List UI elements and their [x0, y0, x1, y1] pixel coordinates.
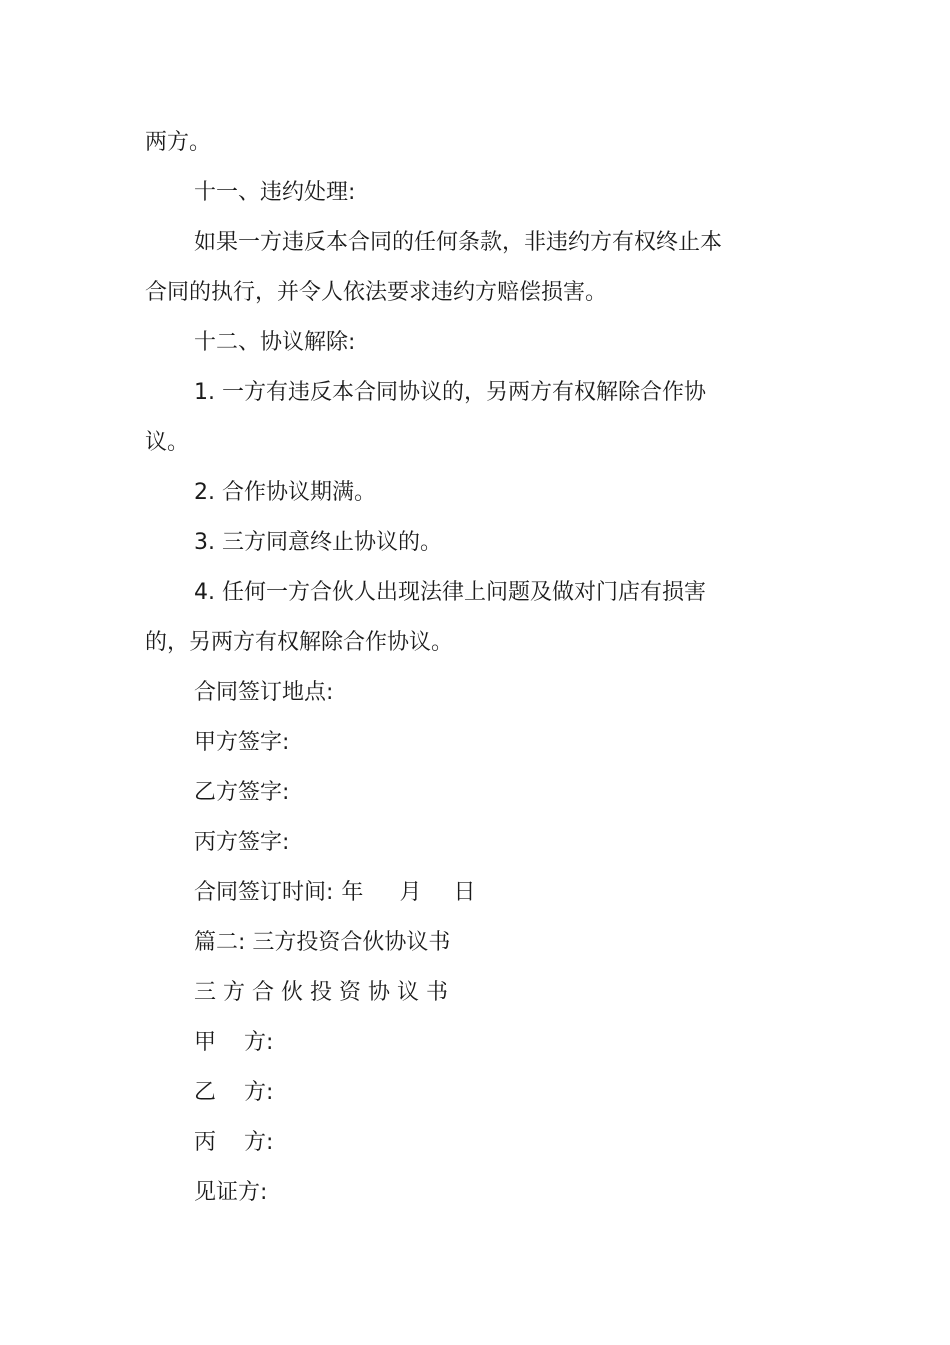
year-label: 年 [341, 880, 364, 905]
text-line: 合同的执行，并令人依法要求违约方赔偿损害。 [145, 280, 608, 305]
signing-date-label: 合同签订时间: [194, 880, 334, 905]
list-item: 3. 三方同意终止协议的。 [194, 530, 442, 555]
party-a-signature: 甲方签字: [194, 730, 290, 755]
party-a [194, 1028, 273, 1058]
day-label: 日 [453, 880, 476, 905]
party-c [194, 1128, 273, 1158]
list-item: 1. 一方有违反本合同协议的，另两方有权解除合作协 [194, 380, 706, 405]
text-line: 议。 [145, 430, 190, 455]
party-suffix: 方: [244, 1130, 274, 1155]
party-b-signature: 乙方签字: [194, 780, 290, 805]
signing-place: 合同签订地点: [194, 680, 334, 705]
party-suffix: 方: [244, 1030, 274, 1055]
witness: 见证方: [194, 1180, 268, 1205]
party-label: 丙 [194, 1130, 217, 1155]
signing-date [194, 878, 475, 908]
month-label: 月 [399, 880, 422, 905]
chapter-title: 篇二: 三方投资合伙协议书 [194, 930, 451, 955]
party-suffix: 方: [244, 1080, 274, 1105]
list-item: 4. 任何一方合伙人出现法律上问题及做对门店有损害 [194, 580, 706, 605]
text-line: 两方。 [145, 130, 212, 155]
text-line: 的，另两方有权解除合作协议。 [145, 630, 454, 655]
party-label: 甲 [194, 1030, 217, 1055]
party-c-signature: 丙方签字: [194, 830, 290, 855]
document-title: 三 方 合 伙 投 资 协 议 书 [194, 980, 448, 1005]
list-item: 2. 合作协议期满。 [194, 480, 376, 505]
party-label: 乙 [194, 1080, 217, 1105]
section-heading: 十一、违约处理: [194, 180, 356, 205]
party-b [194, 1078, 273, 1108]
text-line: 如果一方违反本合同的任何条款，非违约方有权终止本 [194, 230, 723, 255]
section-heading: 十二、协议解除: [194, 330, 356, 355]
